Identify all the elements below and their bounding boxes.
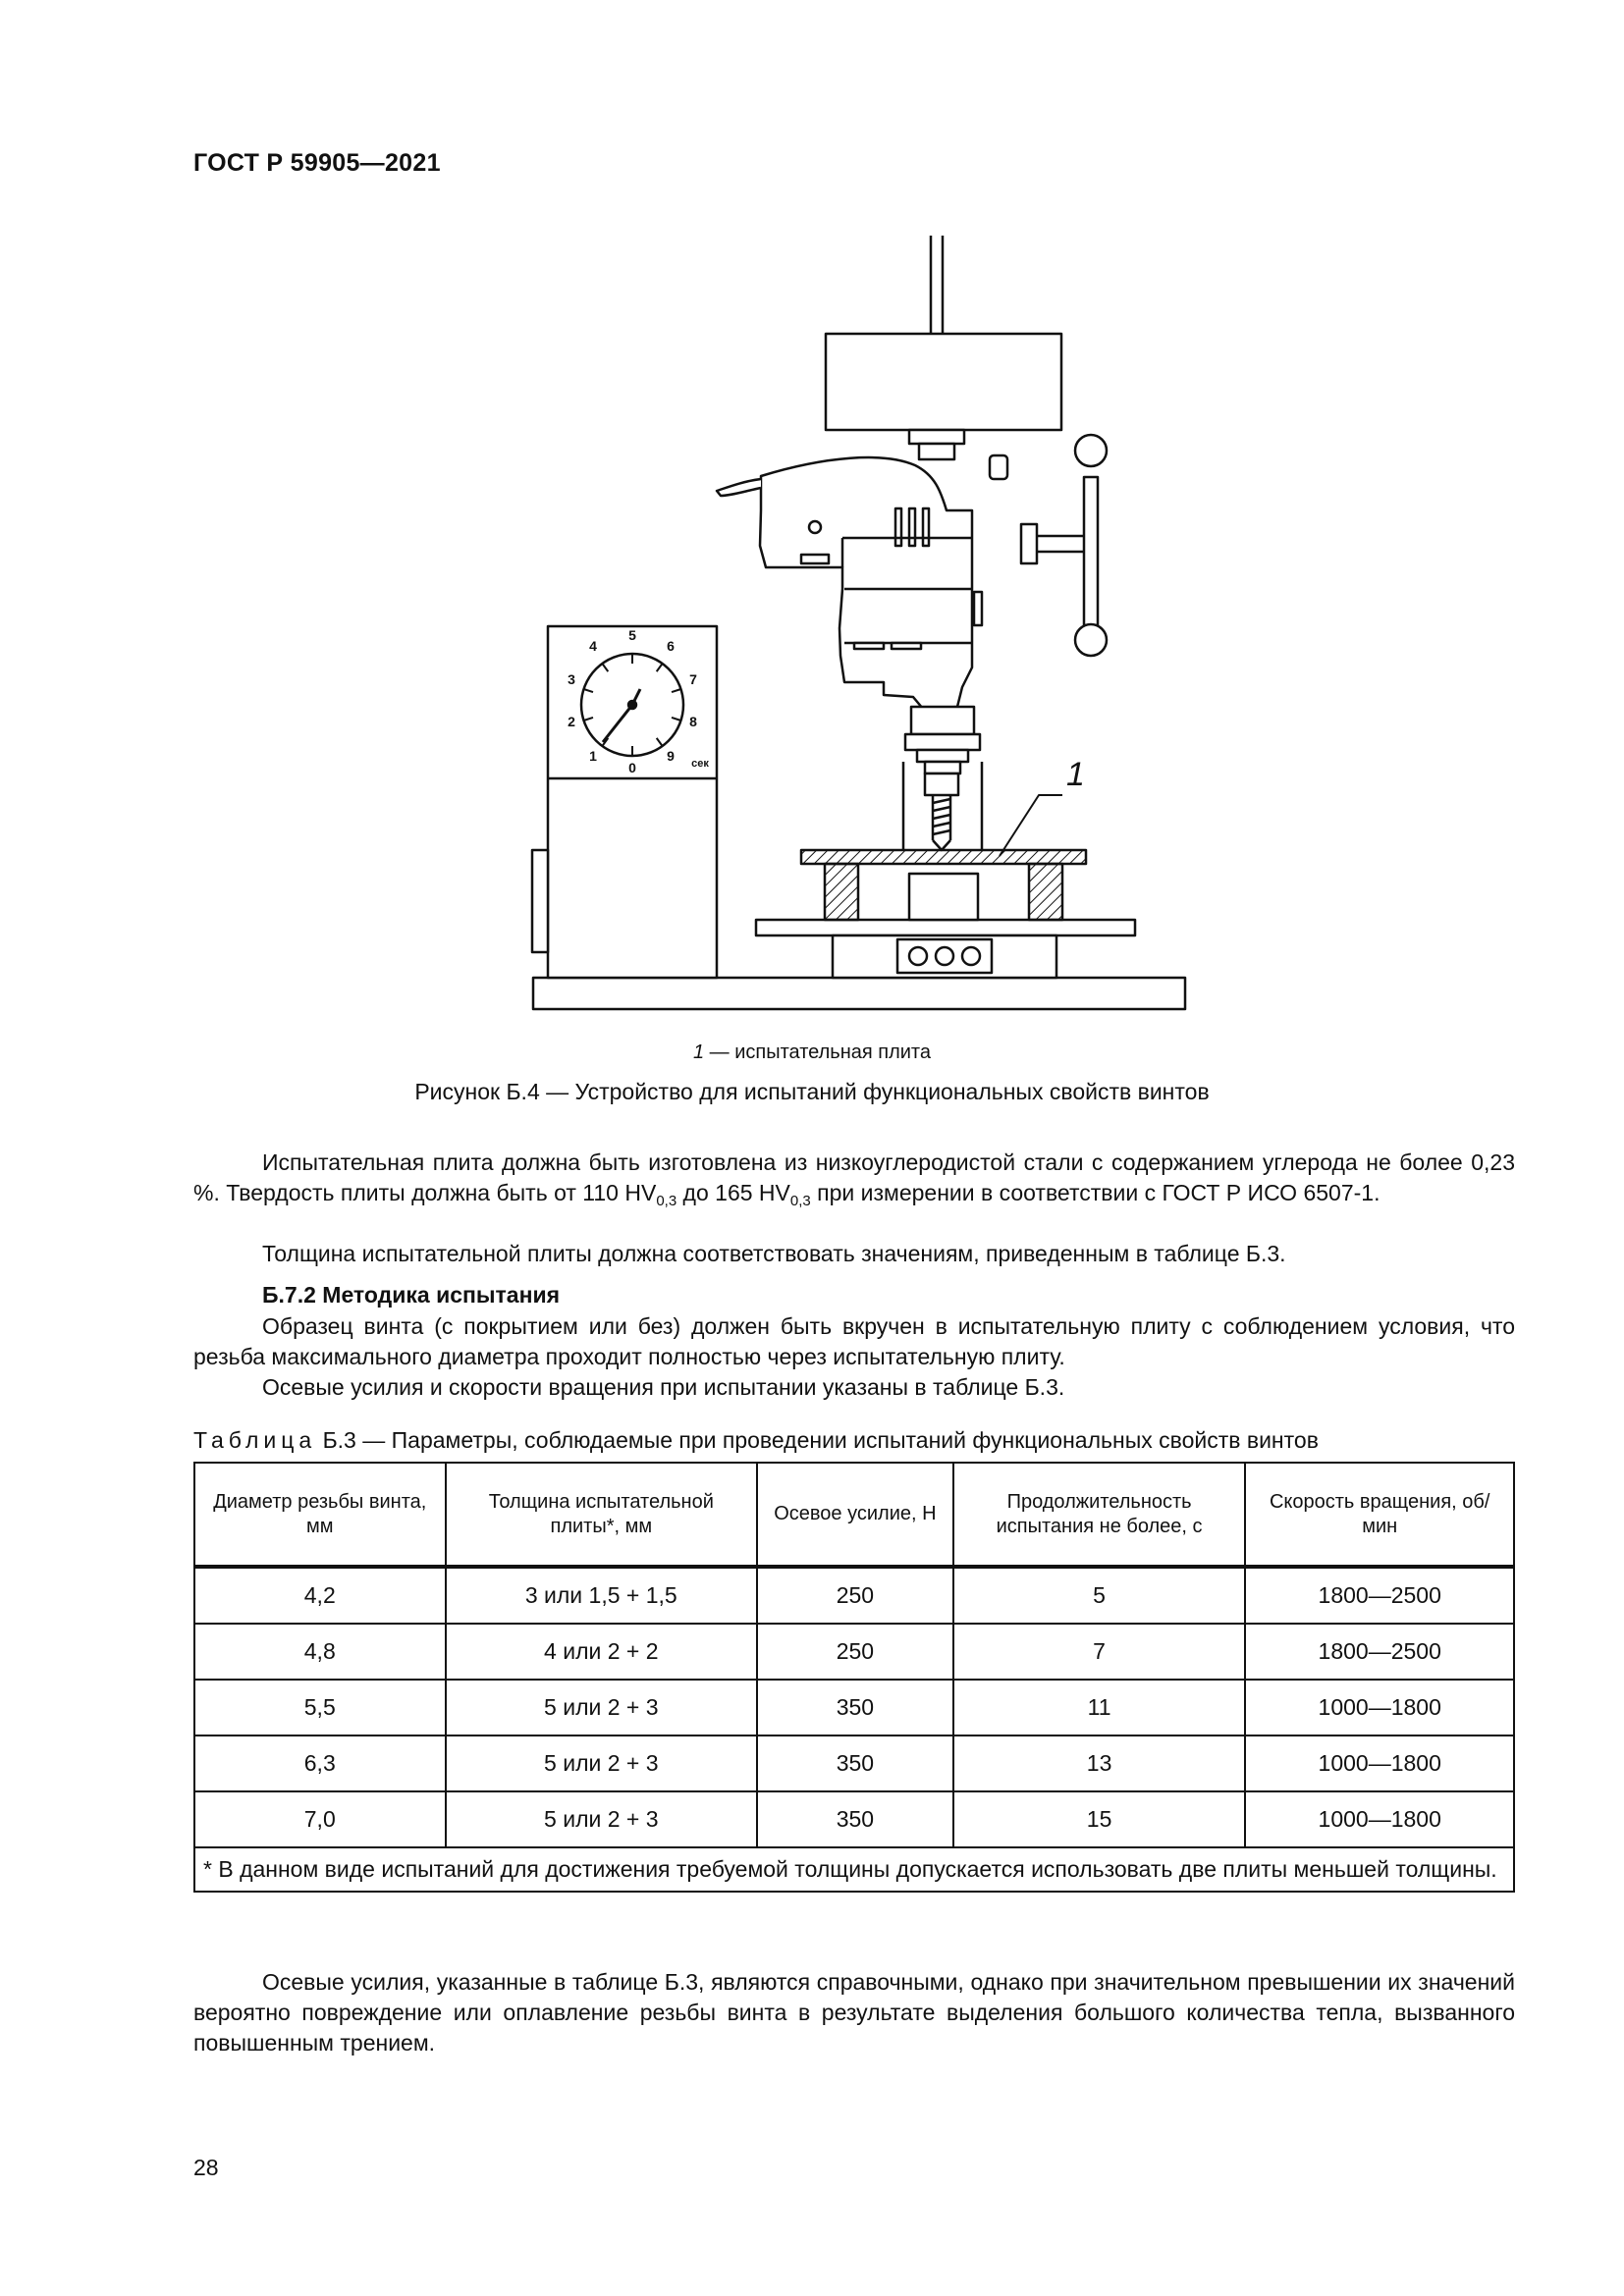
dial-number-7: 7 [689, 671, 697, 687]
dial-unit-label: сек [691, 758, 709, 770]
col-header-thickness: Толщина испытательной плиты*, мм [446, 1463, 758, 1567]
table-row [194, 1735, 1514, 1791]
col-header-duration: Продолжительность испытания не более, с [953, 1463, 1246, 1567]
figure-legend [0, 1041, 1624, 1064]
cell-thickness: 5 или 2 + 3 [446, 1735, 758, 1791]
cell-force: 250 [757, 1567, 953, 1624]
cell-speed: 1800—2500 [1245, 1624, 1514, 1680]
weight-block [826, 334, 1061, 430]
cell-force: 350 [757, 1680, 953, 1735]
apparatus-drawing [532, 236, 1185, 1009]
paragraph-procedure: Образец винта (с покрытием или без) должен быть вкручен в испытательную плиту с соблюдением условия, что резьба максимального диаметра проходит полностью через испытательную плиту. [193, 1313, 1515, 1369]
dial-number-4: 4 [589, 638, 597, 654]
cell-thickness: 3 или 1,5 + 1,5 [446, 1567, 758, 1624]
dial-number-9: 9 [667, 748, 675, 764]
cell-thickness: 5 или 2 + 3 [446, 1791, 758, 1847]
cell-duration: 15 [953, 1791, 1246, 1847]
cell-speed: 1000—1800 [1245, 1791, 1514, 1847]
cell-diameter: 4,8 [194, 1624, 446, 1680]
test-plate [801, 850, 1086, 864]
paragraph-forces: Осевые усилия и скорости вращения при испытании указаны в таблице Б.3. [262, 1374, 1065, 1400]
dial-number-8: 8 [689, 714, 697, 729]
table-row [194, 1567, 1514, 1624]
cell-force: 350 [757, 1735, 953, 1791]
dial-number-0: 0 [628, 760, 636, 775]
cell-diameter: 4,2 [194, 1567, 446, 1624]
cell-duration: 13 [953, 1735, 1246, 1791]
cell-duration: 7 [953, 1624, 1246, 1680]
paragraph-plate-material: Испытательная плита должна быть изготовлена из низкоуглеродистой стали с содержанием углерода не более 0,23 %. Твердость плиты должна быть от 110 $HV_{0,3}$ до 165 $HV_{0,3}$ при измерении в соответствии с ГОСТ Р ИСО 6507-1. [193, 1149, 1515, 1209]
cell-force: 250 [757, 1624, 953, 1680]
section-heading: Б.7.2 Методика испытания [262, 1282, 561, 1308]
callout-number: 1 [1066, 756, 1085, 793]
col-header-force: Осевое усилие, Н [757, 1463, 953, 1567]
legend-text: — испытательная плита [704, 1041, 931, 1063]
drill-motor [760, 457, 972, 709]
legend-number: 1 [692, 1041, 705, 1063]
callout-leader [1000, 795, 1062, 856]
col-header-diameter: Диаметр резьбы винта, мм [194, 1463, 446, 1567]
parameters-table [193, 1462, 1515, 1893]
cell-force: 350 [757, 1791, 953, 1847]
dial-number-2: 2 [568, 714, 575, 729]
cell-diameter: 6,3 [194, 1735, 446, 1791]
cell-diameter: 5,5 [194, 1680, 446, 1735]
paragraph-reference-forces: Осевые усилия, указанные в таблице Б.3, являются справочными, однако при значительном превышении их значений вероятно повреждение или оплавление резьбы винта в результате выделения большого количества тепла, вызванного повышенным трением. [193, 1969, 1515, 2056]
figure-caption: Рисунок Б.4 — Устройство для испытаний функциональных свойств винтов [414, 1079, 1210, 1104]
table-caption: Б.3 — Параметры, соблюдаемые при проведении испытаний функциональных свойств винтов [316, 1427, 1319, 1453]
table-title [193, 1427, 1319, 1454]
dial-number-5: 5 [628, 627, 636, 643]
test-apparatus-figure [520, 231, 1188, 1016]
cell-thickness: 5 или 2 + 3 [446, 1680, 758, 1735]
table-row [194, 1791, 1514, 1847]
standard-header: ГОСТ Р 59905—2021 [193, 149, 441, 177]
table-header-row [194, 1463, 1514, 1567]
base-plate [533, 978, 1185, 1009]
paragraph-plate-thickness: Толщина испытательной плиты должна соответствовать значениям, приведенным в таблице Б.3. [262, 1241, 1286, 1266]
table-row [194, 1624, 1514, 1680]
page-number: 28 [193, 2155, 219, 2180]
cell-speed: 1000—1800 [1245, 1735, 1514, 1791]
cell-speed: 1800—2500 [1245, 1567, 1514, 1624]
table-footnote: * В данном виде испытаний для достижения требуемой толщины допускается использовать две плиты меньшей толщины. [194, 1847, 1514, 1892]
dial-number-1: 1 [589, 748, 597, 764]
table-label: Таблица [193, 1427, 317, 1453]
table-row [194, 1680, 1514, 1735]
cell-duration: 5 [953, 1567, 1246, 1624]
dial-number-6: 6 [667, 638, 675, 654]
table-footnote-row [194, 1847, 1514, 1892]
col-header-speed: Скорость вращения, об/мин [1245, 1463, 1514, 1567]
cell-duration: 11 [953, 1680, 1246, 1735]
cell-thickness: 4 или 2 + 2 [446, 1624, 758, 1680]
dial-number-3: 3 [568, 671, 575, 687]
cell-speed: 1000—1800 [1245, 1680, 1514, 1735]
cell-diameter: 7,0 [194, 1791, 446, 1847]
